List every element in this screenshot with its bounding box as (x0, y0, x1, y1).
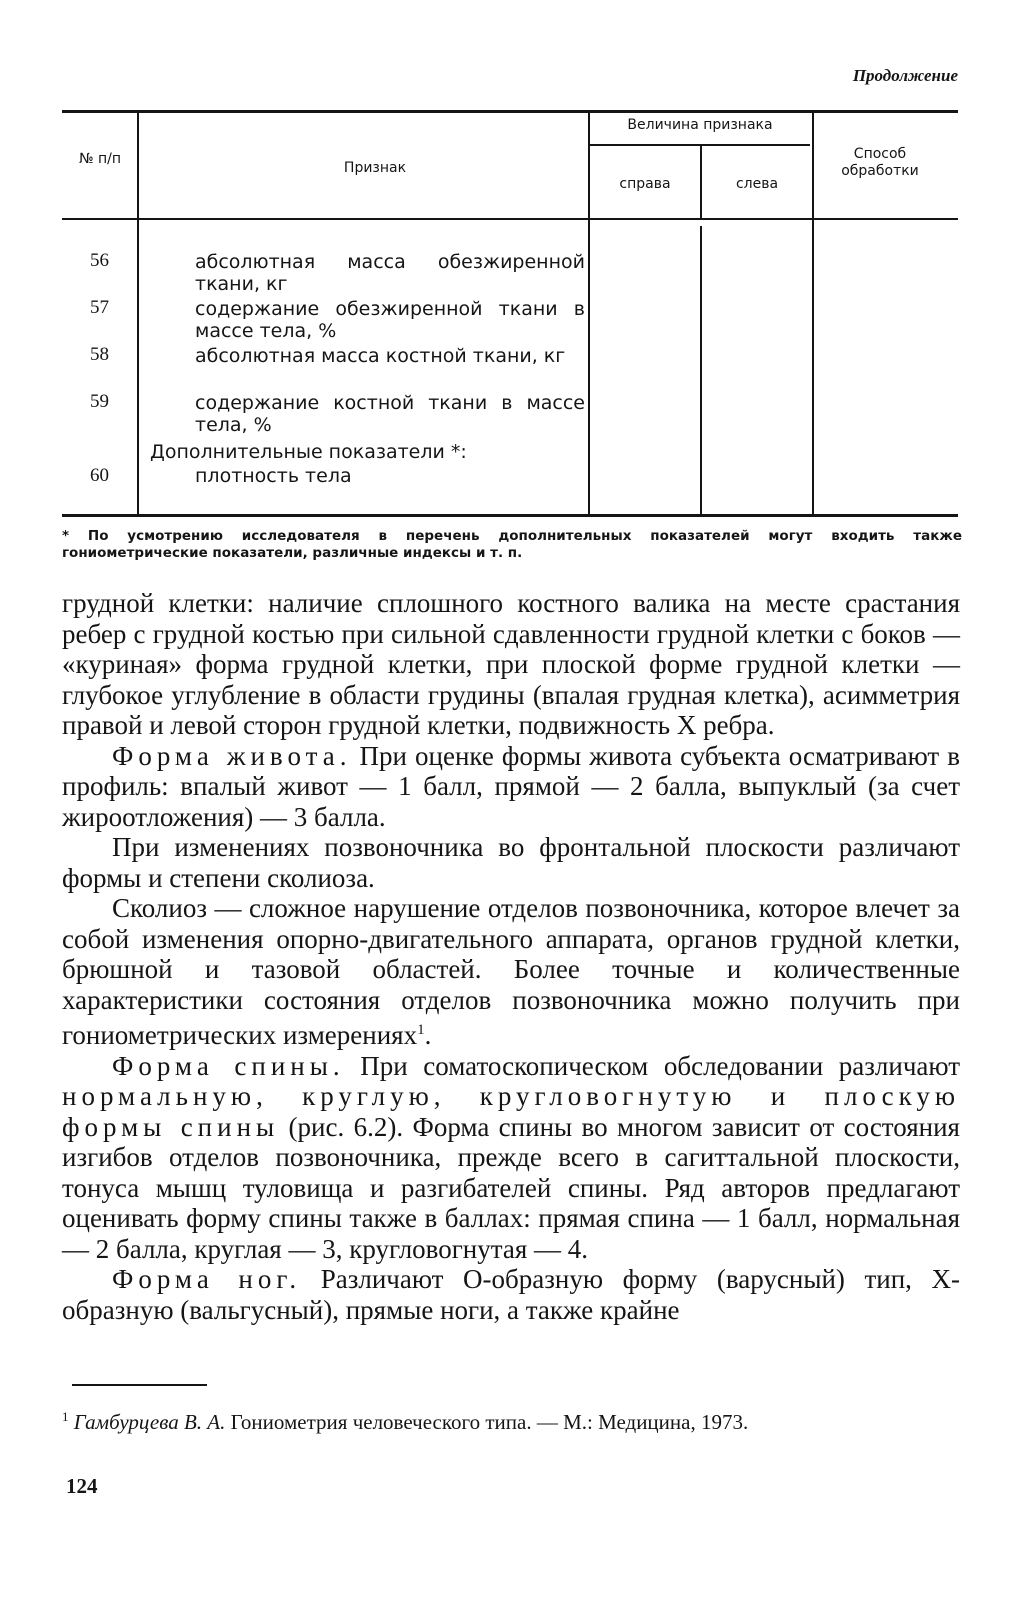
row-number: 58 (90, 344, 109, 365)
row-feature: абсолютная масса костной ткани, кг (195, 345, 566, 367)
section-heading: Форма ног. (112, 1264, 302, 1294)
row-number: 60 (90, 465, 109, 486)
spaced-terms: нормальную, круглую, кругловогнутую и плоскую формы спины (62, 1081, 960, 1142)
header-number: № п/п (78, 151, 122, 167)
header-value: Величина признака (627, 117, 773, 133)
row-feature: абсолютная масса обезжиренной ткани, кг (195, 251, 585, 295)
footnote-text: Гониометрия человеческого типа. — М.: Медицина, 1973. (225, 1410, 749, 1434)
col-divider-3b (700, 226, 702, 514)
table-top-rule (62, 110, 958, 113)
table-bottom-rule (62, 514, 958, 517)
row-number: 57 (90, 297, 109, 318)
page-number: 124 (66, 1474, 98, 1498)
footnote (62, 1402, 967, 1437)
row-feature: содержание обезжиренной ткани в массе тела, % (195, 298, 585, 342)
footnote-mark: 1 (62, 1409, 69, 1424)
header-right: справа (619, 176, 671, 192)
value-subdivider (588, 144, 810, 146)
row-number: 59 (90, 391, 109, 412)
section-heading: Форма живота. (112, 740, 352, 771)
footnote-author: Гамбурцева В. А. (73, 1410, 226, 1434)
body-text (62, 588, 960, 1325)
row-feature: содержание костной ткани в массе тела, % (195, 392, 585, 436)
paragraph: грудной клетки: наличие сплошного костного валика на месте срастания ребер с грудной костью при сильной сдавленности грудной клетки с боков — «куриная» форма грудной клетки, при плоской форме грудной клетки — глубокое углубление в области грудины (впалая грудная клетка), асимметрия правой и левой сторон грудной клетки, подвижность X ребра. (62, 588, 960, 740)
paragraph: Форма спины. При соматоскопическом обследовании различают нормальную, круглую, кругловогнутую и плоскую формы спины (рис. 6.2). Форма спины во многом зависит от состояния изгибов отделов позвоночника, прежде всего в сагиттальной плоскости, тонуса мышц туловища и разгибателей спины. Ряд авторов предлагают оценивать форму спины также в баллах: прямая спина — 1 балл, нормальная — 2 балла, круглая — 3, кругловогнутая — 4. (62, 1050, 960, 1264)
col-divider-4 (812, 113, 814, 514)
table-subheading: Дополнительные показатели *: (150, 441, 467, 463)
paragraph: Форма живота. При оценке формы живота субъекта осматривают в профиль: впалый живот — 1 балл, прямой — 2 балла, выпуклый (за счет жироотложения) — 3 балла. (62, 740, 960, 832)
header-feature: Признак (343, 160, 407, 176)
header-divider (62, 218, 958, 220)
row-number: 56 (90, 250, 109, 271)
header-method: Способ обработки (841, 146, 919, 179)
row-feature: плотность тела (195, 465, 352, 487)
continuation-label: Продолжение (852, 66, 958, 85)
col-divider-3 (700, 146, 702, 218)
paragraph: Форма ног. Различают О-образную форму (варусный) тип, Х-образную (вальгусный), прямые ноги, а также крайне (62, 1264, 960, 1325)
col-divider-1 (137, 113, 139, 514)
footnote-ref: 1 (417, 1022, 425, 1038)
section-heading: Форма спины. (112, 1050, 345, 1081)
paragraph: При изменениях позвоночника во фронтальной плоскости различают формы и степени сколиоза. (62, 832, 960, 893)
table-footnote: * По усмотрению исследователя в перечень дополнительных показателей могут входить также гониометрические показатели, различные индексы и т. п. (62, 528, 962, 561)
header-left: слева (735, 176, 779, 192)
paragraph: Сколиоз — сложное нарушение отделов позвоночника, которое влечет за собой изменения опорно-двигательного аппарата, органов грудной клетки, брюшной и тазовой областей. Более точные и количественные характеристики состояния отделов позвоночника можно получить при гониометрических измерениях$^1$. (62, 893, 960, 1050)
footnote-rule (72, 1384, 207, 1386)
